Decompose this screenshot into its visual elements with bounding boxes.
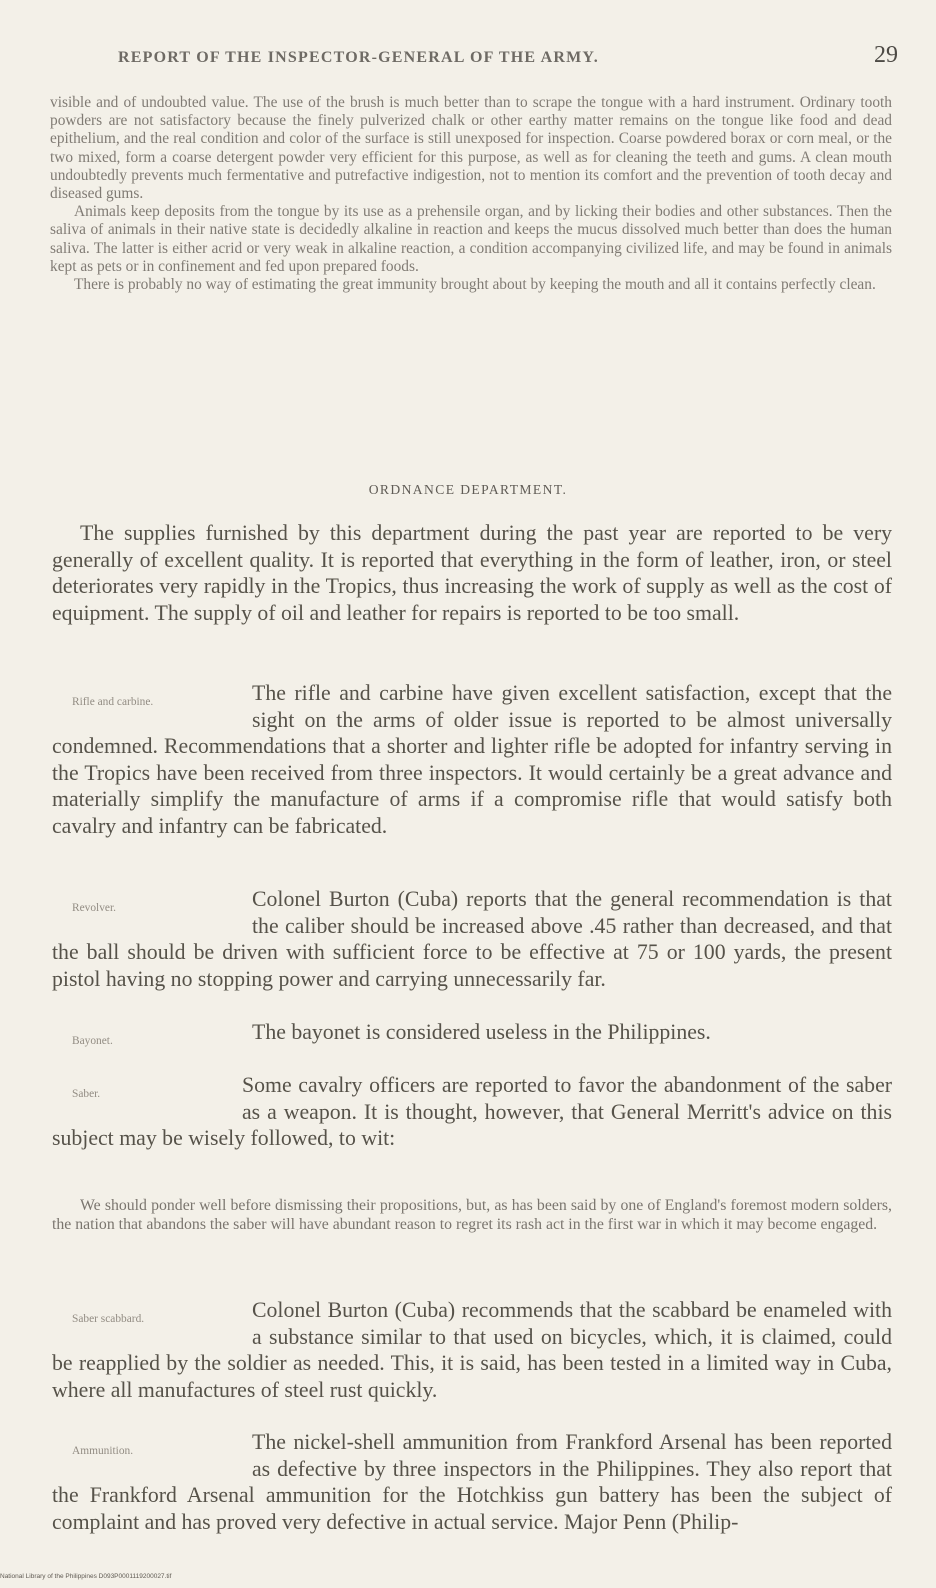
intro-paragraph: The supplies furnished by this department during the past year are reported to be very generally of excellent quality. It is reported that everything in the form of leather, iron, or steel deteriorates very rapidly in the Tropics, thus increasing the work of supply as well as the cost of equipment. The supply of oil and leather for repairs is reported to be too small. [52,521,892,625]
ammunition-text: The nickel-shell ammunition from Frankford Arsenal has been reported as defective by three inspectors in the Philippines. They also report that the Frankford Arsenal ammunition for the Hotchkiss gun battery has been the subject of complaint and has proved very defective in actual service. Major Penn (Philip- [52,1430,892,1534]
saber-text: Some cavalry officers are reported to favor the abandonment of the saber as a weapon. It is thought, however, that General Merritt's advice on this subject may be wisely followed, to wit: [52,1073,892,1150]
top-text-block [50,94,892,294]
rifle-text: The rifle and carbine have given excellent satisfaction, except that the sight on the arms of older issue is reported to be almost universally condemned. Recommendations that a shorter and lighter rifle be adopted for infantry serving in the Tropics have been received from three inspectors. It would certainly be a great advance and materially simplify the manufacture of arms if a compromise rifle that would satisfy both cavalry and infantry can be fabricated. [52,681,892,838]
running-header [118,42,898,76]
scabbard-subsection [52,1297,892,1403]
scan-footer: National Library of the Philippines D093P0001119200027.tif [0,1573,172,1580]
quote-text: We should ponder well before dismissing their propositions, but, as has been said by one of England's foremost modern solders, the nation that abandons the saber will have abundant reason to regret its rash act in the first war in which it may become engaged. [52,1197,892,1233]
revolver-text: Colonel Burton (Cuba) reports that the general recommendation is that the caliber should be increased above .45 rather than decreased, and that the ball should be driven with sufficient force to be effective at 75 or 100 yards, the present pistol having no stopping power and carrying unnecessarily far. [52,887,892,991]
header-title: REPORT OF THE INSPECTOR-GENERAL OF THE ARMY. [118,49,599,66]
sidenote-scabbard: Saber scabbard. [72,1313,145,1325]
section-heading: ORDNANCE DEPARTMENT. [368,482,568,497]
bayonet-text: The bayonet is considered useless in the Philippines. [252,1020,711,1044]
merritt-quote [52,1197,892,1234]
saber-subsection [52,1072,892,1152]
sidenote-saber: Saber. [72,1088,101,1100]
revolver-subsection [52,886,892,992]
sidenote-ammunition: Ammunition. [72,1445,134,1457]
page-number: 29 [874,42,898,68]
paragraph-animals: Animals keep deposits from the tongue by its use as a prehensile organ, and by licking their bodies and other substances. Then the saliva of animals in their native state is decidedly alkaline in reaction and keeps the mucus dissolved much better than does the human saliva. The latter is either acrid or very weak in alkaline reaction, a condition accompanying civilized life, and may be found in animals kept as pets or in confinement and fed upon prepared foods. [50,203,892,275]
paragraph-tooth-powder: visible and of undoubted value. The use of the brush is much better than to scrape the tongue with a hard instrument. Ordinary tooth powders are not satisfactory because the finely pulverized chalk or other earthy matter remains on the tongue like food and dead epithelium, and the real condition and color of the surface is still unexposed for inspection. Coarse powdered borax or corn meal, or the two mixed, form a coarse detergent powder very efficient for this purpose, as well as for cleaning the teeth and gums. A clean mouth undoubtedly prevents much fermentative and putrefactive indigestion, not to mention its comfort and the prevention of tooth decay and diseased gums. [50,94,892,203]
intro-paragraph-block [52,520,892,626]
rifle-subsection [52,680,892,839]
paragraph-immunity: There is probably no way of estimating the great immunity brought about by keeping the mouth and all it contains perfectly clean. [74,276,876,294]
sidenote-rifle: Rifle and carbine. [72,696,154,708]
sidenote-revolver: Revolver. [72,902,116,914]
scabbard-text: Colonel Burton (Cuba) recommends that the scabbard be enameled with a substance similar to that used on bicycles, which, it is claimed, could be reapplied by the soldier as needed. This, it is said, has been tested in a limited way in Cuba, where all manufactures of steel rust quickly. [52,1298,892,1402]
ammunition-subsection [52,1429,892,1535]
sidenote-bayonet: Bayonet. [72,1035,113,1047]
bayonet-subsection [52,1019,892,1049]
